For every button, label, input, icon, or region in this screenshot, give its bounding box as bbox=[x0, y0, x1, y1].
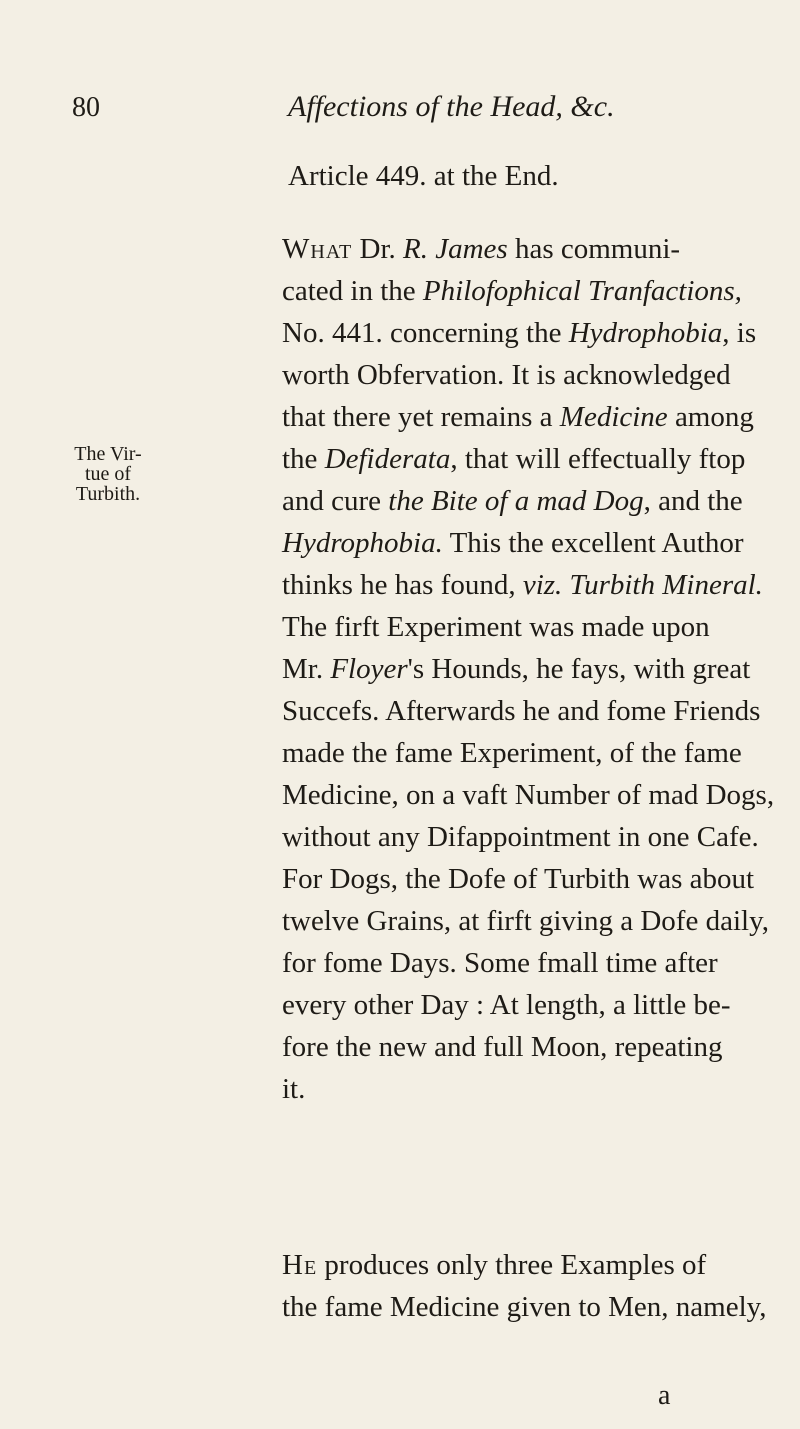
text-line bbox=[282, 480, 743, 522]
text-segment: , is bbox=[722, 317, 757, 349]
text-segment: The firft Experiment was made upon bbox=[282, 611, 710, 643]
margin-note-line: Turbith. bbox=[75, 483, 141, 505]
text-line bbox=[282, 1244, 732, 1286]
text-segment: , and the bbox=[643, 485, 743, 517]
text-line bbox=[282, 732, 742, 774]
text-segment: For Dogs, the Dofe of Turbith was about bbox=[282, 863, 755, 895]
text-segment: fore the new and full Moon, repeating bbox=[282, 1031, 723, 1063]
text-segment: Dr. bbox=[352, 233, 404, 265]
text-segment: 's Hounds, he fays, with great bbox=[407, 653, 751, 685]
text-segment: produces only three Examples of bbox=[317, 1249, 707, 1281]
text-segment: No. 441. concerning the bbox=[282, 317, 569, 349]
text-segment: Philofophical Tranfactions, bbox=[422, 275, 742, 307]
catchword: a bbox=[658, 1380, 671, 1411]
text-segment: Defiderata bbox=[324, 443, 451, 475]
margin-note-line: tue of bbox=[84, 463, 132, 485]
paragraph-what-dr-james bbox=[282, 228, 775, 1110]
text-line bbox=[282, 522, 744, 564]
page-number: 80 bbox=[72, 92, 100, 123]
text-line bbox=[282, 1068, 732, 1110]
text-segment: worth Obfervation. It is acknowledged bbox=[282, 359, 731, 391]
text-line bbox=[282, 816, 759, 858]
text-segment: twelve Grains, at firft giving a Dofe daily, bbox=[282, 905, 769, 937]
text-line bbox=[282, 564, 763, 606]
text-segment: Succefs. Afterwards he and fome Friends bbox=[282, 695, 761, 727]
text-segment: the bbox=[282, 443, 325, 475]
text-line bbox=[282, 690, 761, 732]
text-line bbox=[282, 648, 751, 690]
margin-note bbox=[62, 444, 154, 504]
text-segment: He bbox=[282, 1249, 318, 1281]
text-segment: Hydrophobia bbox=[568, 317, 723, 349]
running-head: Affections of the Head, &c. bbox=[288, 90, 615, 123]
text-segment: it. bbox=[282, 1073, 306, 1105]
text-segment: without any Difappointment in one Cafe. bbox=[282, 821, 759, 853]
text-segment: This the excellent Author bbox=[442, 527, 744, 559]
text-line bbox=[282, 270, 742, 312]
text-line bbox=[282, 858, 755, 900]
margin-note-line: The Vir- bbox=[74, 443, 142, 465]
text-segment: Medicine, on a vaft Number of mad Dogs, bbox=[282, 779, 775, 811]
text-segment: for fome Days. Some fmall time after bbox=[282, 947, 718, 979]
text-line bbox=[282, 228, 732, 270]
text-segment: that there yet remains a bbox=[282, 401, 560, 433]
text-line bbox=[282, 774, 775, 816]
text-line bbox=[282, 396, 754, 438]
text-segment: R. James bbox=[403, 233, 508, 265]
text-segment: cated in the bbox=[282, 275, 423, 307]
text-segment: every other Day : At length, a little be- bbox=[282, 989, 731, 1021]
paragraph-he-produces bbox=[282, 1244, 767, 1328]
text-line bbox=[282, 942, 732, 984]
text-segment: among bbox=[667, 401, 754, 433]
text-line bbox=[282, 900, 769, 942]
text-segment: Medicine bbox=[559, 401, 668, 433]
text-line bbox=[282, 984, 732, 1026]
text-segment: viz. Turbith Mineral. bbox=[522, 569, 763, 601]
text-segment: the Bite of a mad Dog bbox=[388, 485, 644, 517]
text-segment: , that will effectually ftop bbox=[450, 443, 746, 475]
text-segment: thinks he has found, bbox=[282, 569, 523, 601]
text-segment: made the fame Experiment, of the fame bbox=[282, 737, 742, 769]
text-line bbox=[282, 606, 732, 648]
text-segment: and cure bbox=[282, 485, 389, 517]
text-segment: has communi- bbox=[507, 233, 681, 265]
text-line bbox=[282, 354, 732, 396]
text-line bbox=[282, 312, 757, 354]
article-reference: Article 449. at the End. bbox=[288, 160, 559, 192]
text-segment: Mr. bbox=[282, 653, 331, 685]
text-line bbox=[282, 1026, 732, 1068]
text-line bbox=[282, 438, 746, 480]
text-segment: the fame Medicine given to Men, namely, bbox=[282, 1291, 767, 1323]
text-line bbox=[282, 1286, 767, 1328]
text-segment: What bbox=[282, 233, 353, 265]
text-segment: Hydrophobia. bbox=[282, 527, 443, 559]
text-segment: Floyer bbox=[330, 653, 408, 685]
